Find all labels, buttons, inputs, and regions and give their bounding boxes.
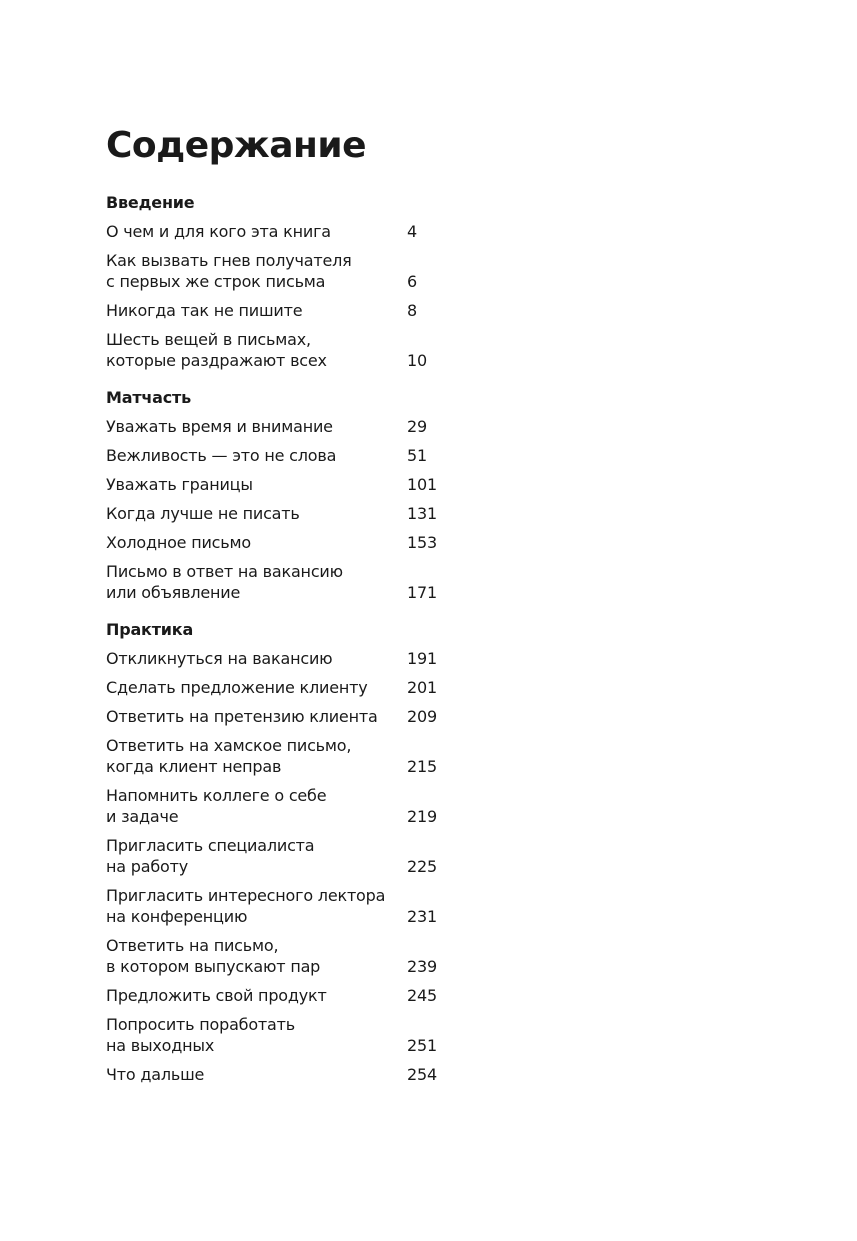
toc-page-number: 254 [407,1065,437,1084]
toc-entry [106,735,466,777]
section-title: Практика [106,620,194,639]
toc-entry-line: Письмо в ответ на вакансию [106,562,343,581]
toc-page-number: 51 [407,446,427,465]
toc-entry-label [106,503,407,524]
toc-page-number: 239 [407,957,437,976]
toc-entry-label [106,935,407,977]
toc-entry [106,503,466,524]
toc-entry [106,935,466,977]
toc-entry [106,785,466,827]
toc-page-number: 4 [407,222,417,241]
toc-entry [106,250,466,292]
toc-entry-label [106,677,407,698]
toc-entry-line: Пригласить интересного лектора [106,886,386,905]
toc-entry-label [106,1014,407,1056]
toc-entry-line: с первых же строк письма [106,272,326,291]
toc-entry-line: О чем и для кого эта книга [106,222,331,241]
toc-entry-line: Как вызвать гнев получателя [106,251,352,270]
toc-page-number: 153 [407,533,437,552]
toc-entry-line: Шесть вещей в письмах, [106,330,311,349]
toc-entry-line: на работу [106,857,188,876]
toc-page-number: 219 [407,807,437,826]
toc-entry [106,561,466,603]
toc-entry [106,985,466,1006]
toc-entry [106,329,466,371]
toc-entry [106,885,466,927]
toc-entry-label [106,885,407,927]
toc-page-number: 245 [407,986,437,1005]
toc-entry-line: Напомнить коллеге о себе [106,786,327,805]
toc-entry-label [106,445,407,466]
toc-entry-label [106,835,407,877]
toc-entry-line: Ответить на письмо, [106,936,279,955]
toc-entry [106,648,466,669]
toc-entry [106,1064,466,1085]
toc-entry-line: Уважать границы [106,475,253,494]
toc-entry-label [106,416,407,437]
toc-entry-line: Ответить на хамское письмо, [106,736,352,755]
toc-entry-line: когда клиент неправ [106,757,282,776]
toc-entry [106,677,466,698]
toc-entry-label [106,561,407,603]
toc-section [106,387,466,603]
toc-page-number: 29 [407,417,427,436]
toc-entry-label [106,735,407,777]
toc-entry-line: Никогда так не пишите [106,301,303,320]
toc-entry [106,1014,466,1056]
toc-section [106,192,466,371]
toc-entry [106,532,466,553]
toc-page-number: 8 [407,301,417,320]
toc-entry-line: Холодное письмо [106,533,251,552]
section-title: Матчасть [106,388,192,407]
toc-page-number: 10 [407,351,427,370]
toc-entry-line: Когда лучше не писать [106,504,300,523]
toc-entry [106,221,466,242]
toc-entry-line: в котором выпускают пар [106,957,321,976]
toc-entry-line: на конференцию [106,907,248,926]
toc-page-number: 6 [407,272,417,291]
toc-entry-label [106,706,407,727]
toc-page-number: 191 [407,649,437,668]
toc-entry [106,300,466,321]
toc-entry [106,445,466,466]
toc-section [106,619,466,1085]
toc-page-number: 131 [407,504,437,523]
toc-entry [106,474,466,495]
toc-entry-label [106,648,407,669]
toc-entry [106,416,466,437]
toc-entry-label [106,785,407,827]
toc-entry-label [106,1064,407,1085]
toc-entry [106,706,466,727]
toc-page-number: 201 [407,678,437,697]
toc-entry-line: Пригласить специалиста [106,836,315,855]
toc-sections [106,192,466,1085]
table-of-contents [106,124,466,1101]
toc-page-number: 215 [407,757,437,776]
toc-entry-label [106,532,407,553]
toc-entry-label [106,300,407,321]
toc-entry-label [106,221,407,242]
toc-entry-line: на выходных [106,1036,215,1055]
toc-page-number: 209 [407,707,437,726]
toc-page-number: 231 [407,907,437,926]
toc-entry-line: или объявление [106,583,241,602]
toc-entry-line: и задаче [106,807,179,826]
toc-entry-label [106,329,407,371]
toc-page-number: 101 [407,475,437,494]
toc-entry [106,835,466,877]
toc-page-number: 225 [407,857,437,876]
toc-entry-label [106,250,407,292]
toc-entry-label [106,985,407,1006]
toc-entry-line: Попросить поработать [106,1015,296,1034]
toc-entry-line: Сделать предложение клиенту [106,678,368,697]
page-title: Содержание [106,125,367,166]
toc-page-number: 171 [407,583,437,602]
toc-entry-line: Ответить на претензию клиента [106,707,378,726]
toc-entry-line: которые раздражают всех [106,351,327,370]
section-title: Введение [106,193,195,212]
toc-entry-line: Уважать время и внимание [106,417,333,436]
toc-entry-line: Вежливость — это не слова [106,446,337,465]
toc-entry-line: Предложить свой продукт [106,986,327,1005]
toc-entry-line: Откликнуться на вакансию [106,649,333,668]
toc-entry-label [106,474,407,495]
toc-entry-line: Что дальше [106,1065,205,1084]
toc-page-number: 251 [407,1036,437,1055]
